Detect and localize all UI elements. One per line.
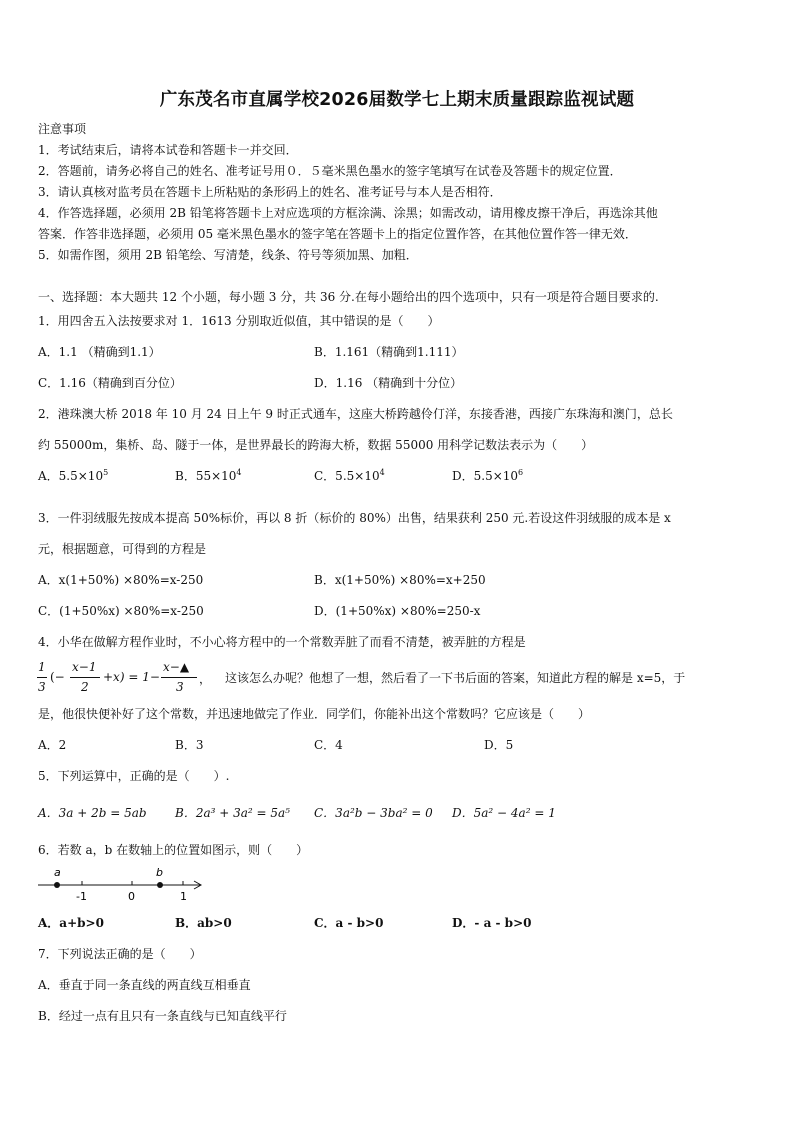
eq-den-3: 3 [176,680,184,694]
q4-option-c: C．4 [314,738,343,752]
notice-item-5: 5．如需作图，须用 2B 铅笔绘、写清楚，线条、符号等须加黑、加粗． [38,248,418,262]
q3-option-c: C．(1+50%x) ×80%=x-250 [38,604,204,618]
q2-option-c: C．$5.5\times 10^4$ [314,468,385,483]
q4-option-a: A．2 [38,738,67,752]
q3-option-b: B．x(1+50%) ×80%=x+250 [314,573,486,587]
q7-stem: 7．下列说法正确的是（ ） [38,947,202,961]
q6-option-d: D．- a - b>0 [452,916,532,930]
q3-stem-2: 元，根据题意，可得到的方程是 [38,542,207,556]
q3-stem-1: 3．一件羽绒服先按成本提高 50%标价，再以 8 折（标价的 80%）出售，结果获利 250 元.若设这件羽绒服的成本是 x [38,511,671,525]
q5-option-a: A．3a + 2b = 5ab [38,806,147,820]
notice-item-2: 2．答题前，请务必将自己的姓名、准考证号用０．５毫米黑色墨水的签字笔填写在试卷及答题卡的规定位置． [38,164,622,178]
number-line-figure [34,862,214,904]
q2-option-a: A．$5.5\times 10^5$ [38,468,109,483]
q4-stem-2: 这该怎么办呢？他想了一想，然后看了一下书后面的答案，知道此方程的解是 x=5，于 [225,671,686,685]
eq-num-3: x−▲ [163,660,190,674]
eq-frac-bar-3 [161,677,197,678]
q6-stem: 6．若数 a，b 在数轴上的位置如图示，则（ ） [38,843,309,857]
q2-option-d: D．$5.5\times 10^6$ [452,468,524,483]
label-a: a [54,866,61,879]
eq-frac-bar-1 [37,677,47,678]
eq-num-2: x−1 [72,660,97,674]
q5-option-b: B．2a³ + 3a² = 5a⁵ [175,806,290,820]
label-0: 0 [128,890,135,903]
q5-stem: 5．下列运算中，正确的是（ ）. [38,769,230,783]
q1-option-c: C．1.16（精确到百分位） [38,376,182,390]
q3-option-d: D．(1+50%x) ×80%=250-x [314,604,481,618]
q4-option-b: B．3 [175,738,204,752]
q6-option-a: A．a+b>0 [38,916,104,930]
eq-comma: ， [199,672,212,686]
q7-option-a: A．垂直于同一条直线的两直线互相垂直 [38,978,251,992]
label-1: 1 [180,890,187,903]
q5-option-c: C．3a²b − 3ba² = 0 [314,806,433,820]
q1-stem: 1．用四舍五入法按要求对 1．1613 分别取近似值，其中错误的是（ ） [38,314,440,328]
q6-option-b: B．ab>0 [175,916,232,930]
q1-option-d: D．1.16 （精确到十分位） [314,376,463,390]
eq-den-1: 3 [38,680,46,694]
point-b [157,882,163,888]
notice-heading: 注意事项 [38,122,87,136]
q2-option-b: B．$55\times 10^4$ [175,468,242,483]
eq-after: +x) = 1− [103,670,160,684]
q3-option-a: A．x(1+50%) ×80%=x-250 [38,573,204,587]
q7-option-b: B．经过一点有且只有一条直线与已知直线平行 [38,1009,287,1023]
notice-item-1: 1．考试结束后，请将本试卷和答题卡一并交回． [38,143,298,157]
eq-frac-bar-2 [70,677,100,678]
eq-den-2: 2 [81,680,89,694]
q1-option-b: B．1.161（精确到1.111） [314,345,464,359]
page-title: 广东茂名市直属学校2026届数学七上期末质量跟踪监视试题 [159,90,635,110]
eq-num-1: 1 [38,660,46,674]
q2-stem-1: 2．港珠澳大桥 2018 年 10 月 24 日上午 9 时正式通车，这座大桥跨越伶仃洋，东接香港，西接广东珠海和澳门，总长 [38,407,673,421]
q5-option-d: D．5a² − 4a² = 1 [452,806,556,820]
q6-option-c: C．a - b>0 [314,916,384,930]
q4-option-d: D．5 [484,738,514,752]
q1-option-a: A．1.1 （精确到1.1） [38,345,161,359]
q4-stem-1: 4．小华在做解方程作业时，不小心将方程中的一个常数弄脏了而看不清楚，被弄脏的方程是 [38,635,526,649]
notice-item-4-cont: 答案．作答非选择题，必须用 05 毫米黑色墨水的签字笔在答题卡上的指定位置作答，在其他位置作答一律无效． [38,227,637,241]
point-a [54,882,60,888]
label-b: b [156,866,163,879]
eq-mid: (− [50,670,65,684]
notice-item-3: 3．请认真核对监考员在答题卡上所粘贴的条形码上的姓名、准考证号与本人是否相符． [38,185,502,199]
section-heading: 一、选择题：本大题共 12 个小题，每小题 3 分，共 36 分.在每小题给出的四个选项中，只有一项是符合题目要求的. [38,290,659,304]
notice-item-4: 4．作答选择题，必须用 2B 铅笔将答题卡上对应选项的方框涂满、涂黑；如需改动，请用橡皮擦干净后，再选涂其他 [38,206,658,220]
q2-stem-2: 约 55000m，集桥、岛、隧于一体，是世界最长的跨海大桥，数据 55000 用科学记数法表示为（ ） [38,438,594,452]
label-minus-1: -1 [76,890,87,903]
q4-stem-3: 是，他很快便补好了这个常数，并迅速地做完了作业．同学们，你能补出这个常数吗？它应该是（ ） [38,707,591,721]
